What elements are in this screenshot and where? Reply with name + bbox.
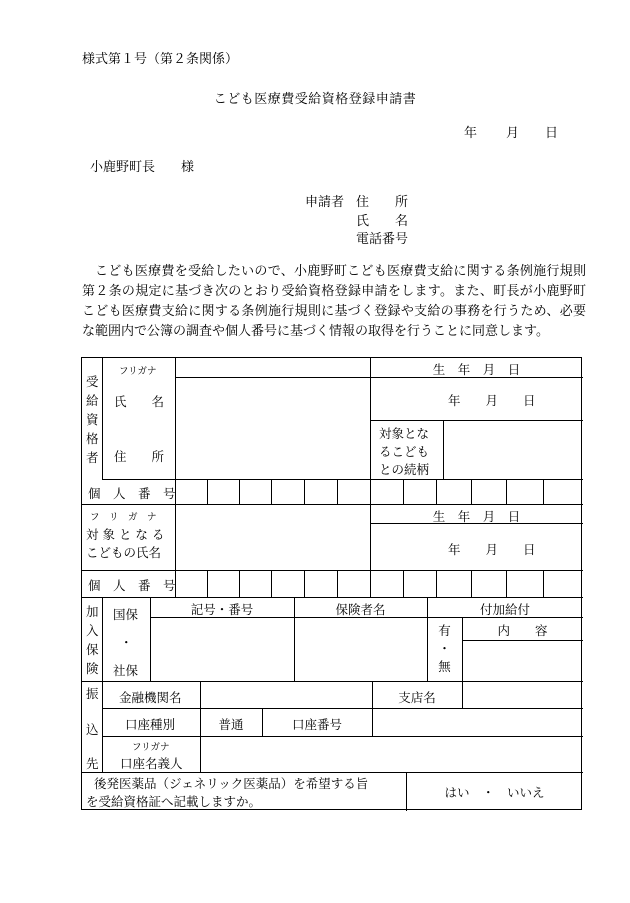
recipient-label-4: 格 (86, 431, 99, 446)
transfer-branch-label: 支店名 (398, 690, 436, 705)
transfer-ordinary: 普通 (218, 717, 244, 732)
child-furigana-label: フ リ ガ ナ (90, 512, 157, 523)
child-my-number-label: 個 人 番 号 (88, 578, 176, 593)
transfer-holder-label: 口座名義人 (120, 756, 183, 771)
relation-label-1: 対象とな (379, 426, 430, 441)
generic-question-line1: 後発医薬品（ジェネリック医薬品）を希望する旨 (94, 776, 369, 791)
insurance-side-4: 険 (86, 661, 99, 676)
application-table (81, 357, 582, 810)
declaration-text: こども医療費を受給したいので、小鹿野町こども医療費支給に関する条例施行規則第２条の規定に基づき次のとおり受給資格登録申請をします。また、町長が小鹿野町こども医療費支給に関する条例施行規則に基づく登録や支給の事務を行うため、必要な範囲内で公簿の調査や個人番号に基づく情報の取得を行うことに同意します。 (82, 264, 586, 339)
applicant-name-label: 氏 名 (356, 214, 409, 229)
applicant-address-label: 住 所 (356, 195, 409, 210)
form-number: 様式第１号（第２条関係） (82, 52, 239, 67)
addressee-suffix: 様 (181, 160, 195, 175)
insurance-dot2: ・ (438, 641, 451, 656)
recipient-label-2: 給 (86, 393, 99, 408)
insurance-content: 内 容 (497, 623, 548, 638)
insurance-yes: 有 (438, 623, 451, 638)
recipient-label-3: 資 (86, 412, 99, 427)
insurance-no: 無 (438, 659, 451, 674)
insurance-symbol-number: 記号・番号 (190, 602, 254, 617)
child-birth-ymd: 年 月 日 (448, 542, 536, 557)
insurance-additional-benefit: 付加給付 (479, 602, 530, 617)
transfer-side-2: 込 (86, 722, 99, 737)
date-year: 年 (464, 126, 478, 141)
generic-question-line2: を受給資格証へ記載しますか。 (86, 794, 262, 809)
transfer-bank-label: 金融機関名 (119, 690, 182, 705)
insurance-side-1: 加 (86, 604, 99, 619)
applicant-label: 申請者 (305, 195, 345, 210)
generic-answer: はい ・ いいえ (444, 785, 545, 800)
addressee (90, 156, 194, 175)
insurance-national: 国保 (113, 607, 139, 622)
recipient-address-label: 住 所 (114, 449, 165, 464)
applicant-phone-label: 電話番号 (356, 232, 409, 247)
recipient-label-1: 受 (86, 374, 99, 389)
date-day: 日 (545, 126, 559, 141)
addressee-name: 小鹿野町長 (90, 160, 156, 175)
birth-ymd: 年 月 日 (448, 393, 536, 408)
child-label-1: 対 象 と な る (86, 527, 165, 542)
form-title: こども医療費受給資格登録申請書 (213, 92, 417, 107)
insurance-social: 社保 (113, 663, 139, 678)
transfer-account-type-label: 口座種別 (125, 717, 176, 732)
transfer-account-number-label: 口座番号 (291, 717, 342, 732)
insurance-insurer-name: 保険者名 (335, 602, 386, 617)
relation-label-3: との続柄 (379, 462, 430, 477)
relation-label-2: るこども (379, 444, 430, 459)
date-month: 月 (506, 126, 520, 141)
child-label-2: こどもの氏名 (86, 545, 162, 560)
insurance-side-3: 保 (86, 642, 99, 657)
transfer-side-1: 振 (86, 686, 99, 701)
transfer-side-3: 先 (86, 756, 99, 771)
recipient-label-5: 者 (86, 450, 99, 465)
recipient-my-number-label: 個 人 番 号 (88, 486, 176, 501)
birth-header: 生 年 月 日 (432, 362, 521, 377)
insurance-dot: ・ (120, 635, 133, 650)
recipient-name-label: 氏 名 (114, 394, 165, 409)
recipient-furigana-label: フリガナ (119, 366, 157, 377)
insurance-side-2: 入 (86, 623, 99, 638)
transfer-furigana-label: フリガナ (132, 742, 170, 753)
child-birth-header: 生 年 月 日 (432, 509, 521, 524)
